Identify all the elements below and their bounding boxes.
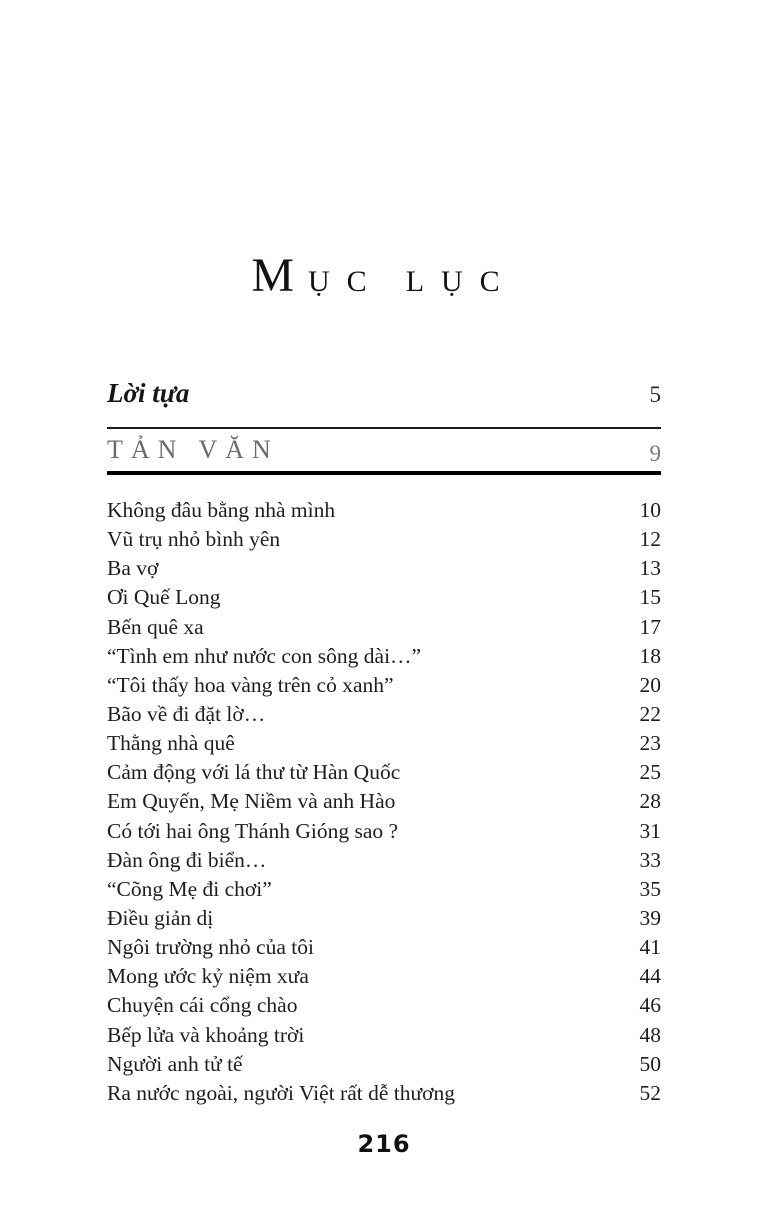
folio-page-number: 216: [357, 1130, 411, 1158]
toc-entry: [107, 615, 661, 644]
toc-entry-title: Ơi Quế Long: [107, 585, 221, 610]
toc-entry-page: 44: [639, 964, 661, 989]
page-title-word1-rest: ỤC: [308, 265, 384, 298]
preface-page-number: 5: [649, 382, 661, 407]
toc-entry-page: 13: [639, 556, 661, 581]
toc-entry: [107, 498, 661, 527]
toc-entry-title: Đàn ông đi biển…: [107, 847, 267, 872]
toc-entry-page: 25: [639, 760, 661, 785]
toc-entry-title: Người anh tử tế: [107, 1051, 243, 1076]
toc-entry: [107, 527, 661, 556]
toc-entry-title: Bếp lửa và khoảng trời: [107, 1022, 305, 1047]
toc-entry-title: Bão về đi đặt lờ…: [107, 701, 266, 726]
toc-entry-page: 31: [639, 818, 661, 843]
toc-entry-page: 35: [639, 876, 661, 901]
toc-entry-page: 39: [639, 905, 661, 930]
toc-entry: [107, 789, 661, 818]
toc-entry: [107, 993, 661, 1022]
section-page-number: 9: [649, 441, 661, 466]
toc-entry: [107, 964, 661, 993]
toc-entry-page: 20: [639, 672, 661, 697]
toc-entry: [107, 760, 661, 789]
toc-entry: [107, 556, 661, 585]
toc-entry-title: Thằng nhà quê: [107, 731, 235, 756]
toc-entry-title: “Tình em như nước con sông dài…”: [107, 643, 422, 668]
toc-entry: [107, 1023, 661, 1052]
toc-entry: [107, 644, 661, 673]
page-footer: [0, 1130, 768, 1158]
toc-entry-title: Mong ước kỷ niệm xưa: [107, 964, 309, 989]
page-title-word2: LỤC: [405, 265, 517, 298]
toc-entry-page: 22: [639, 701, 661, 726]
section-header-row: [107, 435, 661, 465]
toc-entry-title: Cảm động với lá thư từ Hàn Quốc: [107, 760, 401, 785]
toc-entry: [107, 731, 661, 760]
toc-entry-title: Em Quyến, Mẹ Niềm và anh Hào: [107, 789, 396, 814]
toc-entry-page: 52: [639, 1080, 661, 1105]
toc-entry-page: 50: [639, 1051, 661, 1076]
toc-entry-page: 33: [639, 847, 661, 872]
toc-entry-page: 41: [639, 935, 661, 960]
page-title-initial: M: [251, 249, 308, 302]
toc-entry-title: Không đâu bằng nhà mình: [107, 498, 336, 522]
toc-entry-title: Điều giản dị: [107, 905, 214, 930]
toc-entry: [107, 935, 661, 964]
toc-entry-page: 46: [639, 993, 661, 1018]
toc-entry: [107, 906, 661, 935]
preface-row: [107, 378, 661, 409]
toc-entry-title: Có tới hai ông Thánh Gióng sao ?: [107, 818, 399, 843]
toc-entry: [107, 819, 661, 848]
toc-list: [107, 498, 661, 1110]
toc-entry-title: Ba vợ: [107, 556, 159, 581]
toc-entry-title: Ra nước ngoài, người Việt rất dễ thương: [107, 1080, 456, 1105]
page-title: [0, 248, 768, 303]
section-header-block: [107, 427, 661, 475]
toc-entry-page: 15: [639, 585, 661, 610]
toc-entry: [107, 848, 661, 877]
toc-entry-title: Vũ trụ nhỏ bình yên: [107, 527, 281, 552]
preface-label: Lời tựa: [107, 378, 190, 408]
toc-entry: [107, 1052, 661, 1081]
toc-entry-title: Chuyện cái cổng chào: [107, 993, 298, 1018]
toc-entry: [107, 702, 661, 731]
toc-entry: [107, 1081, 661, 1110]
toc-entry-page: 12: [639, 527, 661, 552]
toc-entry: [107, 585, 661, 614]
toc-entry: [107, 877, 661, 906]
toc-entry-page: 17: [639, 614, 661, 639]
toc-entry-title: “Cõng Mẹ đi chơi”: [107, 876, 272, 901]
toc-entry-page: 23: [639, 731, 661, 756]
section-label: TẢN VĂN: [107, 435, 279, 464]
toc-entry-title: “Tôi thấy hoa vàng trên cỏ xanh”: [107, 672, 394, 697]
toc-entry-page: 18: [639, 643, 661, 668]
toc-entry-title: Bến quê xa: [107, 614, 204, 639]
toc-entry-page: 10: [639, 498, 661, 522]
toc-entry-page: 48: [639, 1022, 661, 1047]
toc-entry: [107, 673, 661, 702]
toc-entry-page: 28: [639, 789, 661, 814]
toc-entry-title: Ngôi trường nhỏ của tôi: [107, 935, 314, 960]
